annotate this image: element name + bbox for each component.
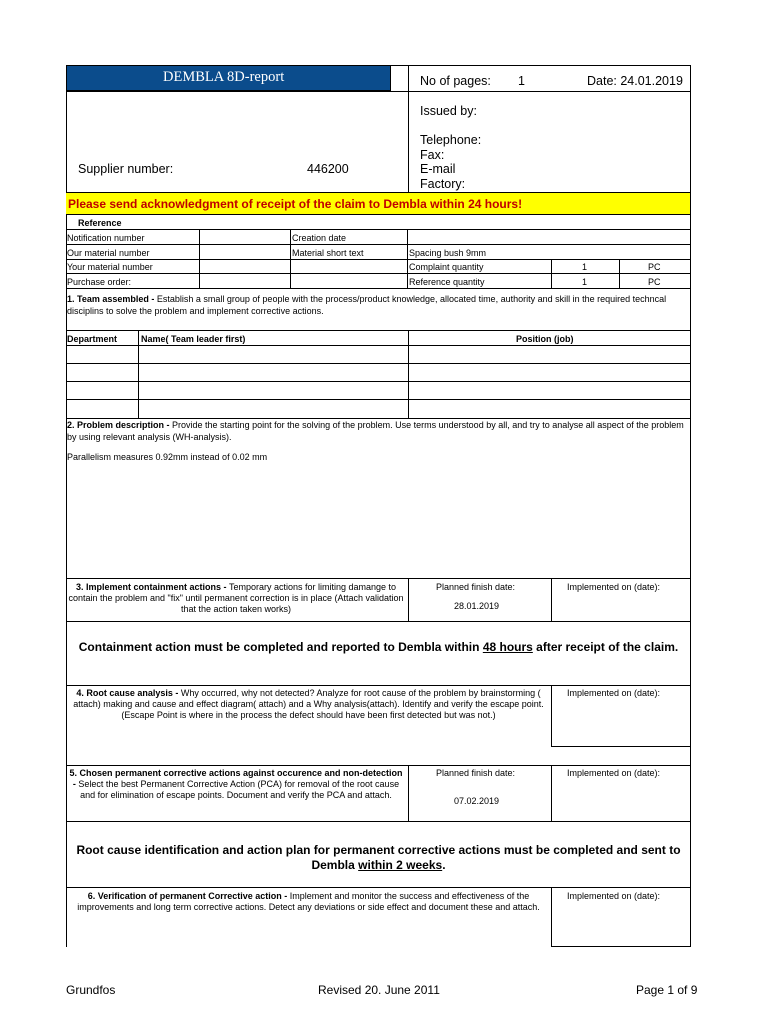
footer-company: Grundfos (66, 983, 116, 997)
problem-section-description: Provide the starting point for the solving of the problem. Use terms understood by all, and try to analyse all aspect of the problem by using relevant analysis (WH-analysis). (67, 420, 684, 442)
reference-quantity-unit: PC (648, 277, 661, 287)
root-cause-section-text (68, 688, 549, 721)
permanent-planned-value: 07.02.2019 (454, 796, 500, 806)
verification-section-title: 6. Verification of permanent Corrective action - (87, 891, 290, 901)
verification-section-description: Implement and monitor the success and effectiveness of the improvements and long term corrective actions. Detect any deviations or side effect and document these and attach. (77, 891, 540, 912)
permanent-section-text (68, 768, 404, 801)
reference-quantity-value: 1 (582, 277, 588, 287)
containment-notice-c: after receipt of the claim. (532, 640, 679, 654)
verification-implemented-label: Implemented on (date): (567, 891, 661, 901)
fax-label: Fax: (420, 148, 445, 162)
permanent-notice-a: Root cause identification and action plan for permanent corrective actions must be completed and sent to Dembla (76, 843, 681, 872)
problem-value: Parallelism measures 0.92mm instead of 0.02 mm (67, 452, 268, 462)
acknowledgment-text: Please send acknowledgment of receipt of the claim to Dembla within 24 hours! (68, 197, 523, 211)
purchase-order-label: Purchase order: (67, 277, 132, 287)
root-cause-section-title: 4. Root cause analysis - (76, 688, 181, 698)
reference-heading: Reference (78, 218, 122, 228)
containment-planned-label: Planned finish date: (436, 582, 516, 592)
problem-section-text (67, 419, 687, 443)
containment-section-text (68, 582, 404, 615)
team-section-text (67, 293, 687, 317)
containment-implemented-label: Implemented on (date): (567, 582, 661, 592)
permanent-notice (70, 843, 687, 872)
report-title: DEMBLA 8D-report (163, 69, 285, 85)
permanent-notice-c: . (442, 857, 446, 872)
col-department: Department (67, 334, 118, 344)
your-material-label: Your material number (67, 262, 153, 272)
containment-section-description: Temporary actions for limiting damange to contain the problem and "fix" until permanent correction is in place (Attach validation that the action taken works) (68, 582, 404, 614)
creation-date-label: Creation date (292, 233, 347, 243)
permanent-section-title: 5. Chosen permanent corrective actions against occurence and non-detection - (69, 768, 403, 789)
pages-label: No of pages: (420, 74, 491, 88)
root-cause-implemented-label: Implemented on (date): (567, 688, 661, 698)
material-short-text-label: Material short text (292, 248, 364, 258)
containment-section-title: 3. Implement containment actions - (75, 582, 229, 592)
complaint-quantity-value: 1 (582, 262, 588, 272)
report-date: Date: 24.01.2019 (587, 74, 683, 88)
col-name: Name( Team leader first) (141, 334, 246, 344)
root-cause-section-description: Why occurred, why not detected? Analyze for root cause of the problem by brainstorming ( attach) making and cause and effect diagram( attach) and a Why analysis(attach). Identify and verify the escape point. (Escape Point is where in the process the defect should have been first detected but was not.) (73, 688, 544, 720)
pages-value: 1 (518, 74, 525, 88)
permanent-planned-label: Planned finish date: (436, 768, 516, 778)
permanent-section-description: Select the best Permanent Corrective Action (PCA) for removal of the root cause and for elimination of escape points. Document and verify the PCA and attach. (78, 779, 400, 800)
reference-quantity-label: Reference quantity (409, 277, 485, 287)
material-short-text-value: Spacing bush 9mm (409, 248, 487, 258)
containment-notice-hours: 48 hours (482, 640, 533, 654)
factory-label: Factory: (420, 177, 466, 191)
complaint-quantity-label: Complaint quantity (409, 262, 484, 272)
supplier-label: Supplier number: (78, 162, 174, 176)
footer-revision: Revised 20. June 2011 (318, 983, 440, 997)
containment-planned-value: 28.01.2019 (454, 601, 500, 611)
containment-notice (70, 640, 687, 655)
verification-section-text (68, 891, 549, 913)
team-section-description: Establish a small group of people with the process/product knowledge, allocated time, authority and skill in the required techncal disciplins to solve the problem and implement corrective actions. (67, 294, 667, 316)
col-position: Position (job) (516, 334, 574, 344)
permanent-implemented-label: Implemented on (date): (567, 768, 661, 778)
containment-notice-a: Containment action must be completed and reported to Dembla within (78, 640, 483, 654)
email-label: E-mail (420, 162, 456, 176)
permanent-notice-weeks: within 2 weeks (358, 857, 443, 872)
supplier-value: 446200 (307, 162, 349, 176)
our-material-label: Our material number (67, 248, 150, 258)
footer-page-number: Page 1 of 9 (636, 983, 698, 997)
complaint-quantity-unit: PC (648, 262, 661, 272)
telephone-label: Telephone: (420, 133, 482, 147)
notification-number-label: Notification number (67, 233, 145, 243)
issued-by-label: Issued by: (420, 104, 477, 118)
problem-section-title: 2. Problem description - (67, 420, 173, 430)
team-section-title: 1. Team assembled - (67, 294, 157, 304)
